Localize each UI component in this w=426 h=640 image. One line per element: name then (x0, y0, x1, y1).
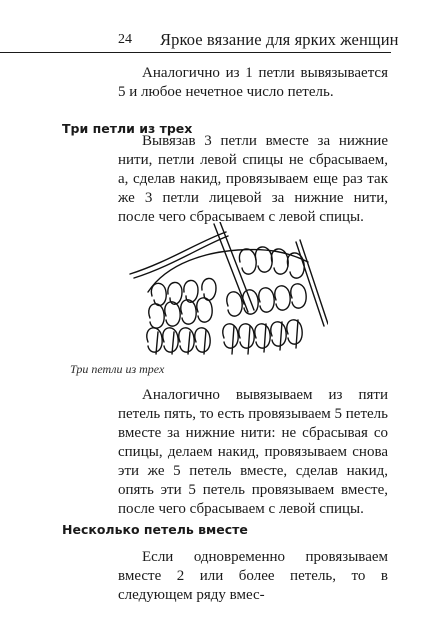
section-heading-several-together: Несколько петель вместе (62, 522, 248, 537)
section2-text: Если одновременно провязываем вместе 2 или более петель, то в следующем ряду вмес- (118, 549, 388, 603)
intro-paragraph (118, 64, 388, 102)
section1-text: Вывязав 3 петли вместе за нижние нити, петли левой спицы не сбрасываем, а, сделав накид, провязываем еще раз так же 3 петли лицевой за нижние нити, после чего сбрасываем с левой спицы. (118, 133, 388, 225)
knitting-illustration (128, 222, 328, 358)
section1-paragraph2 (118, 386, 388, 519)
page-number: 24 (118, 32, 132, 47)
section1-text2: Аналогично вывязываем из пяти петель пять, то есть провязываем 5 петель вместе за нижние нити: не сбрасывая со спицы, делаем накид, провязываем снова эти же 5 петель вместе, сделав накид, опять эти 5 петель провязываем вместе, после чего сбрасываем с левой спицы. (118, 387, 388, 517)
section1-paragraph (118, 132, 388, 227)
running-title: Яркое вязание для ярких женщин (160, 30, 399, 49)
figure-caption: Три петли из трех (70, 362, 165, 376)
section2-paragraph (118, 548, 388, 605)
intro-text: Аналогично из 1 петли вывязывается 5 и любое нечетное число петель. (118, 65, 388, 100)
running-header (0, 30, 426, 54)
header-rule (0, 52, 391, 53)
section-heading-three-from-three: Три петли из трех (62, 121, 193, 136)
